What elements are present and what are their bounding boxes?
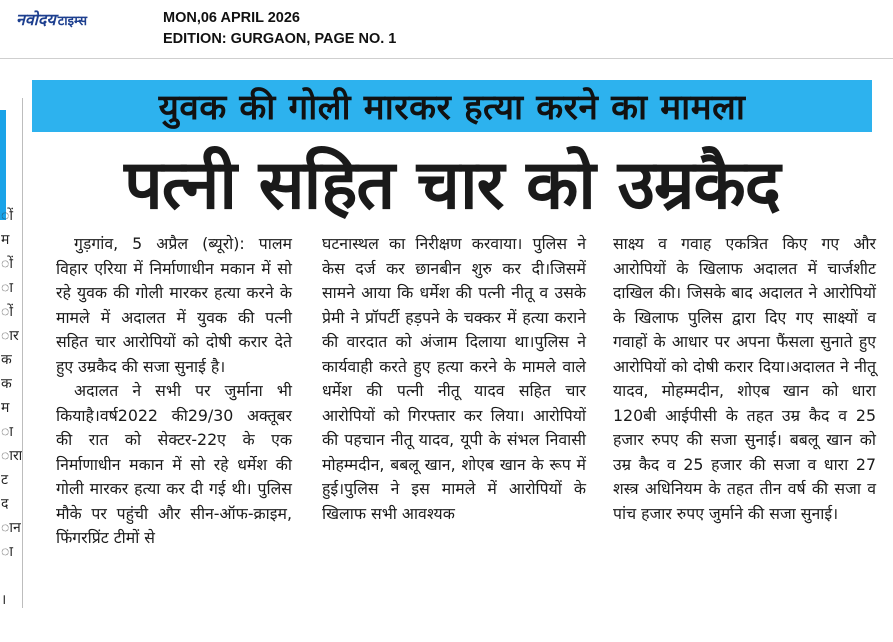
adjacent-text-fragment: क [1, 352, 12, 368]
newspaper-logo [16, 10, 87, 30]
logo-main-text: नवोदय [16, 10, 56, 29]
adjacent-text-fragment: ा [1, 424, 13, 440]
main-headline [32, 136, 872, 226]
adjacent-text-fragment: क [1, 376, 12, 392]
adjacent-headline-bar [0, 110, 6, 220]
logo-sub-text: टाइम्स [57, 14, 88, 29]
article-column-1 [56, 232, 292, 551]
kicker-banner [32, 80, 872, 132]
article-column-3 [613, 232, 876, 526]
column-divider [22, 98, 23, 608]
kicker-text: युवक की गोली मारकर हत्या करने का मामला [158, 87, 746, 128]
adjacent-text-fragment: म [1, 400, 10, 416]
adjacent-text-fragment: ों [1, 208, 13, 224]
headline-text: पत्नी सहित चार को उम्रकैद [124, 145, 780, 225]
adjacent-text-fragment: ा [1, 280, 13, 296]
adjacent-text-fragment: ान [1, 520, 21, 536]
adjacent-text-fragment: ा [1, 544, 13, 560]
adjacent-article-edge [0, 58, 22, 641]
edition-meta [163, 8, 396, 50]
article-column-2 [322, 232, 586, 526]
date-line: MON,06 APRIL 2026 [163, 10, 300, 26]
page-header [0, 0, 893, 56]
adjacent-text-fragment: । [1, 592, 7, 608]
adjacent-text-fragment: द [1, 496, 9, 512]
article-paragraph: साक्ष्य व गवाह एकत्रित किए गए और आरोपियों के खिलाफ अदालत में चार्जशीट दाखिल की। जिसके बाद अदालत ने आरोपियों के खिलाफ पुलिस द्वारा दिए गए साक्ष्यों व गवाहों के आधार पर अपना फैंसला सुनाते हुए आरोपियों को दोषी करार दिया।अदालत ने नीतू यादव, मोहम्मदीन, शोएब खान को धारा 120बी आईपीसी के तहत उम्र कैद व 25 हजार रुपए की सजा सुनाई। बबलू खान को उम्र कैद व 25 हजार की सजा व धारा 27 शस्त्र अधिनियम के तहत तीन वर्ष की सजा व पांच हजार रुपए जुर्माने की सजा सुनाई। [613, 234, 876, 523]
adjacent-text-fragment: ों [1, 256, 13, 272]
adjacent-text-fragment: ार [1, 328, 19, 344]
article-paragraph: अदालत ने सभी पर जुर्माना भी कियाहै।वर्ष2022 की29/30 अक्तूबर की रात को सेक्टर-22ए के एक निर्माणाधीन मकान में सो रहे धर्मेश की गोली मारकर हत्या कर दी गई थी। पुलिस मौके पर पहुंची और सीन-ऑफ-क्राइम, फिंगरप्रिंट टीमों से [56, 381, 292, 547]
article-paragraph: घटनास्थल का निरीक्षण करवाया। पुलिस ने केस दर्ज कर छानबीन शुरु कर दी।जिसमें सामने आया कि धर्मेश की पत्नी नीतू व उसके प्रेमी ने प्रॉपर्टी हड़पने के चक्कर में हत्या कराने की वारदात को अंजाम दिलाया था।पुलिस ने कार्यवाही करते हुए हत्या करने के मामले वाले धर्मेश की पत्नी नीतू यादव सहित चार आरोपियों को गिरफ्तार कर लिया। आरोपियों की पहचान नीतू यादव, यूपी के संभल निवासी मोहम्मदीन, बबलू खान, शोएब खान के रूप में हुई।पुलिस ने इस मामले में आरोपियों के खिलाफ सभी आवश्यक [322, 234, 586, 523]
edition-line: EDITION: GURGAON, PAGE NO. 1 [163, 31, 397, 47]
adjacent-text-fragment: ारा [1, 448, 22, 464]
adjacent-text-fragment: ट [1, 472, 9, 488]
article-paragraph: गुड़गांव, 5 अप्रैल (ब्यूरो): पालम विहार एरिया में निर्माणाधीन मकान में सो रहे युवक की गोली मारकर हत्या करने के मामले में अदालत में युवक की पत्नी सहित चार आरोपियों को दोषी करार देते हुए उम्रकैद की सजा सुनाई है। [56, 234, 292, 376]
adjacent-text-fragment: ों [1, 304, 13, 320]
adjacent-text-fragment: म [1, 232, 10, 248]
